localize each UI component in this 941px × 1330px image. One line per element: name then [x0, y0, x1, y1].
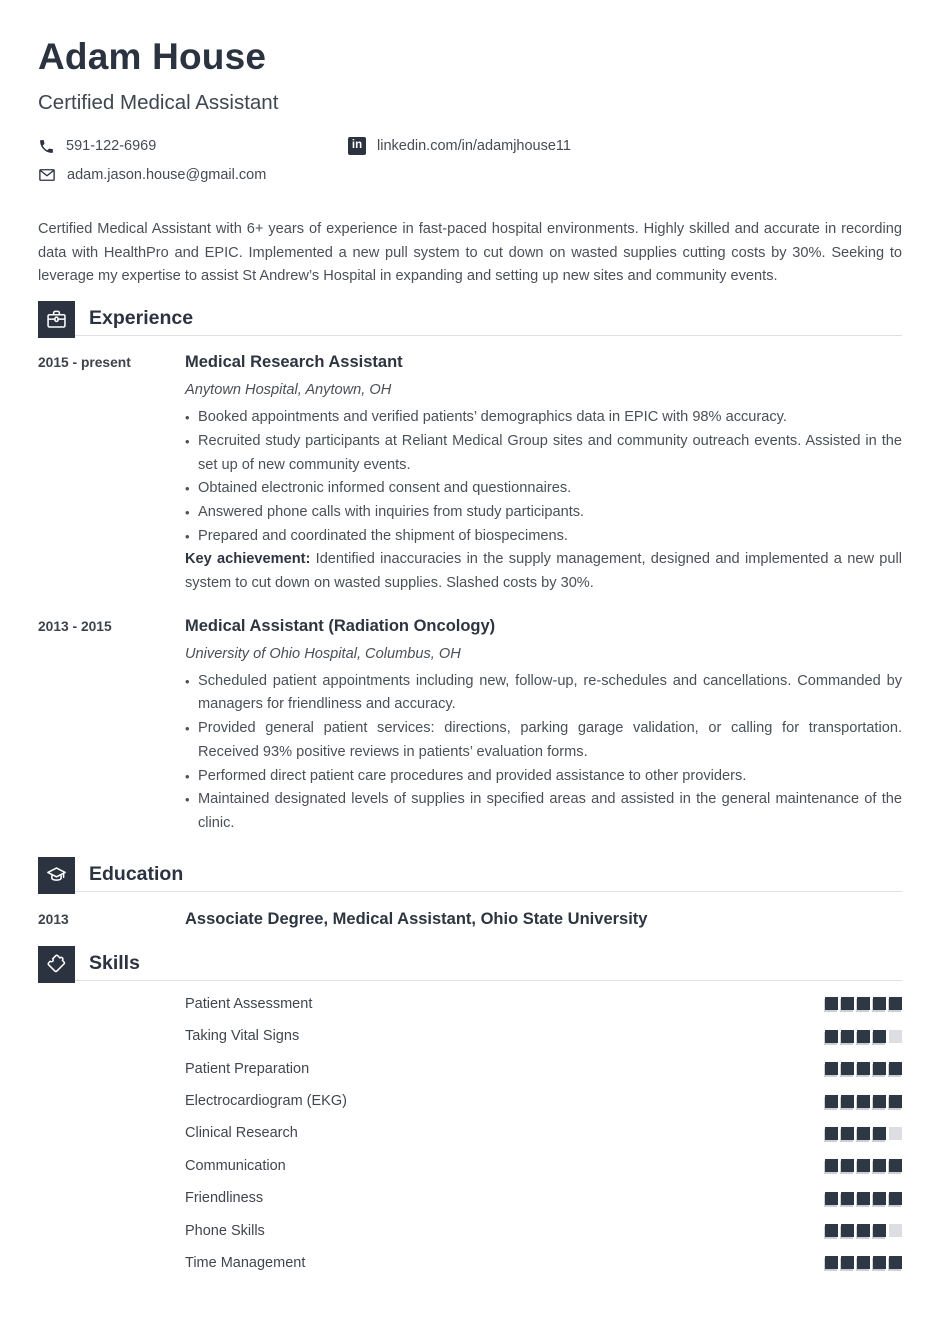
skill-name: Taking Vital Signs: [185, 1028, 300, 1045]
skill-name: Patient Preparation: [185, 1060, 310, 1077]
skill-square-filled: [889, 1192, 902, 1205]
skill-level-indicator: [825, 1127, 902, 1140]
bullet-list: [185, 670, 902, 836]
education-section: [38, 857, 902, 929]
skill-square-filled: [889, 1159, 902, 1172]
skills-section-title: Skills: [89, 951, 140, 974]
skill-square-filled: [873, 1159, 886, 1172]
bullet-item: • Booked appointments and verified patients’ demographics data in EPIC with 98% accuracy.: [185, 406, 902, 430]
skill-square-filled: [841, 1062, 854, 1075]
skill-row: [38, 1052, 902, 1084]
skill-square-filled: [857, 997, 870, 1010]
phone-icon: [38, 138, 55, 155]
skill-square-filled: [889, 1256, 902, 1269]
skill-level-indicator: [825, 997, 902, 1010]
skill-square-filled: [873, 1127, 886, 1140]
entry-dates: 2015 - present: [38, 355, 131, 371]
entry-dates: 2013 - 2015: [38, 618, 112, 634]
education-section-header: [38, 857, 902, 894]
skill-square-filled: [825, 997, 838, 1010]
experience-section-title: Experience: [89, 307, 194, 330]
person-name: Adam House: [38, 36, 267, 77]
key-achievement: [185, 548, 902, 595]
skills-list: [38, 988, 902, 1280]
skill-name: Communication: [185, 1157, 286, 1174]
bullet-item: • Obtained electronic informed consent and questionnaires.: [185, 477, 902, 501]
skill-square-filled: [841, 997, 854, 1010]
experience-section-header: [38, 301, 902, 338]
skill-square-filled: [841, 1030, 854, 1043]
bullet-list: [185, 406, 902, 548]
contact-phone: [38, 137, 348, 155]
position-title: Medical Research Assistant: [185, 353, 403, 372]
bullet-item: • Performed direct patient care procedures and provided assistance to other providers.: [185, 765, 902, 789]
skill-row: [38, 1214, 902, 1246]
skill-square-filled: [873, 997, 886, 1010]
skill-square-filled: [889, 1095, 902, 1108]
contact-linkedin: [348, 137, 902, 155]
skill-square-filled: [825, 1062, 838, 1075]
skill-square-filled: [841, 1095, 854, 1108]
skill-square-filled: [873, 1030, 886, 1043]
skill-name: Patient Assessment: [185, 995, 313, 1012]
key-achievement-text: Identified inaccuracies in the supply management, designed and implemented a new pull system to cut down on wasted supplies. Slashed costs by 30%.: [185, 551, 902, 592]
bullet-item: • Maintained designated levels of supplies in specified areas and assisted in the general maintenance of the clinic.: [185, 788, 902, 835]
skill-level-indicator: [825, 1256, 902, 1269]
skill-level-indicator: [825, 1192, 902, 1205]
skill-square-filled: [841, 1127, 854, 1140]
skill-name: Clinical Research: [185, 1125, 298, 1142]
skill-square-filled: [889, 1062, 902, 1075]
skill-row: [38, 1117, 902, 1149]
skill-name: Electrocardiogram (EKG): [185, 1093, 347, 1110]
experience-entry: [38, 616, 902, 836]
skill-row: [38, 1085, 902, 1117]
skill-square-filled: [873, 1224, 886, 1237]
entry-body: [185, 352, 902, 596]
entry-dates: 2013: [38, 911, 69, 927]
skill-level-indicator: [825, 1095, 902, 1108]
skill-square-filled: [857, 1224, 870, 1237]
skill-square-filled: [873, 1095, 886, 1108]
skill-square-filled: [873, 1256, 886, 1269]
degree-title: Associate Degree, Medical Assistant, Ohio State University: [185, 909, 648, 928]
skill-row: [38, 1247, 902, 1279]
skill-square-filled: [857, 1159, 870, 1172]
skill-name: Time Management: [185, 1254, 306, 1271]
resume-header: [38, 38, 902, 184]
bullet-item: • Prepared and coordinated the shipment of biospecimens.: [185, 525, 902, 549]
key-achievement-label: Key achievement:: [185, 551, 311, 568]
contact-email: [38, 166, 348, 184]
company-name: University of Ohio Hospital, Columbus, OH: [185, 645, 461, 662]
skill-square-filled: [841, 1159, 854, 1172]
skill-square-filled: [857, 1127, 870, 1140]
person-job-title: Certified Medical Assistant: [38, 91, 279, 114]
skill-square-filled: [825, 1127, 838, 1140]
bullet-item: • Provided general patient services: directions, parking garage validation, or calling for transportation. Received 93% positive reviews in patients’ evaluation forms.: [185, 717, 902, 764]
skill-level-indicator: [825, 1030, 902, 1043]
skill-square-filled: [857, 1256, 870, 1269]
skill-square-filled: [857, 1095, 870, 1108]
skill-name: Phone Skills: [185, 1222, 265, 1239]
skill-square-filled: [857, 1030, 870, 1043]
experience-entry: [38, 352, 902, 596]
skill-row: [38, 1150, 902, 1182]
skill-square-empty: [889, 1127, 902, 1140]
skill-row: [38, 988, 902, 1020]
education-section-title: Education: [89, 862, 184, 885]
skill-square-empty: [889, 1030, 902, 1043]
puzzle-piece-icon: [38, 946, 75, 983]
skills-section-header: [38, 946, 902, 983]
skills-section: [38, 946, 902, 1280]
professional-summary: Certified Medical Assistant with 6+ years of experience in fast-paced hospital environments. Highly skilled and accurate in recording data with HealthPro and EPIC. Implemented a new pull system to cut down on wasted supplies cutting costs by 30%. Seeking to leverage my expertise to assist St Andrew’s Hospital in expanding and setting up new sites and community events.: [38, 221, 902, 285]
skill-square-filled: [841, 1192, 854, 1205]
email-icon: [38, 166, 56, 184]
education-entry: [38, 909, 902, 929]
phone-number: 591-122-6969: [66, 138, 157, 154]
skill-square-filled: [873, 1192, 886, 1205]
skill-square-filled: [825, 1095, 838, 1108]
linkedin-url: linkedin.com/in/adamjhouse11: [377, 138, 571, 154]
skill-square-filled: [825, 1192, 838, 1205]
entry-body: [185, 616, 902, 836]
position-title: Medical Assistant (Radiation Oncology): [185, 616, 496, 635]
skill-square-filled: [841, 1256, 854, 1269]
contact-info: [38, 137, 902, 184]
skill-name: Friendliness: [185, 1190, 264, 1207]
skill-square-filled: [825, 1159, 838, 1172]
linkedin-icon: in: [348, 137, 366, 155]
briefcase-icon: [38, 301, 75, 338]
skill-square-filled: [857, 1062, 870, 1075]
skill-row: [38, 1020, 902, 1052]
bullet-item: • Recruited study participants at Reliant Medical Group sites and community outreach events. Assisted in the set up of new community events.: [185, 430, 902, 477]
skill-square-filled: [841, 1224, 854, 1237]
skill-row: [38, 1182, 902, 1214]
skill-level-indicator: [825, 1159, 902, 1172]
graduation-cap-icon: [38, 857, 75, 894]
skill-square-filled: [825, 1030, 838, 1043]
email-address: adam.jason.house@gmail.com: [67, 167, 267, 183]
skill-level-indicator: [825, 1062, 902, 1075]
skill-square-empty: [889, 1224, 902, 1237]
skill-level-indicator: [825, 1224, 902, 1237]
skill-square-filled: [825, 1256, 838, 1269]
experience-section: [38, 301, 902, 836]
bullet-item: • Answered phone calls with inquiries from study participants.: [185, 501, 902, 525]
skill-square-filled: [889, 997, 902, 1010]
skill-square-filled: [825, 1224, 838, 1237]
skill-square-filled: [873, 1062, 886, 1075]
bullet-item: • Scheduled patient appointments including new, follow-up, re-schedules and cancellations. Commanded by managers for friendliness and accuracy.: [185, 670, 902, 717]
skill-square-filled: [857, 1192, 870, 1205]
company-name: Anytown Hospital, Anytown, OH: [185, 382, 392, 399]
